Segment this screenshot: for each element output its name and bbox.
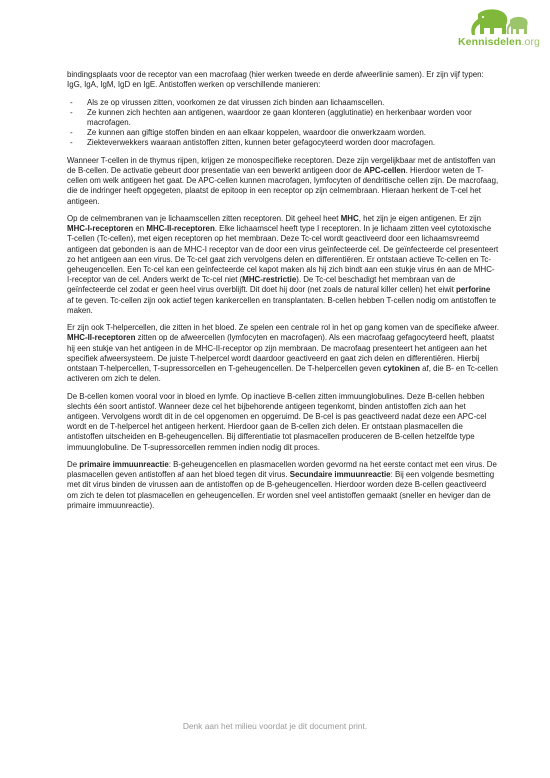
list-item: - Ziekteverwekkers waaraan antistoffen zitten, kunnen beter gefagocyteerd worden door macrofagen. <box>67 138 499 148</box>
paragraph-b-cellen: De B-cellen komen vooral voor in bloed en lymfe. Op inactieve B-cellen zitten immuunglobulines. Deze B-cellen hebben slechts één soort antistof. Wanneer deze cel het bijbehorende antigeen tegenkomt, binden antistoffen zich aan het antigeen. Vervolgens wordt dit in de cel opgenomen en opgeruimd. De B-cel is pas geactiveerd nadat deze een APC-cel wordt en de T-helpercel het antigeen herkent. Hierdoor gaan de B-cellen zich delen. Er ontstaan plasmacellen die antistoffen uitscheiden en B-geheugencellen. Bij differentiatie tot plasmacellen produceren de B-cellen hetzelfde type immuunglobuline. De T-supressorcellen remmen indien nodig dit proces. <box>67 391 487 452</box>
site-logo[interactable] <box>408 8 540 60</box>
logo-text: Kennisdelen.org <box>457 36 540 48</box>
paragraph-t-cellen: Wanneer T-cellen in de thymus rijpen, krijgen ze monospecifieke receptoren. Deze zijn vergelijkbaar met de antistoffen van de B-cellen. De activatie gebeurt door presentatie van een bewerkt antigeen door de APC-cellen. Hierdoor weten de T-cellen om welk antigeen het gaat. De APC-cellen kunnen macrofagen, lymfocyten of dendritische cellen zijn. De macrofaag, die de indringer heeft opgegeten, plaatst de epitoop in een receptor op zijn celmembraan. Hieraan herkent de T-cel het antigeen. <box>67 155 499 206</box>
list-item: - Ze kunnen zich hechten aan antigenen, waardoor ze gaan klonteren (agglutinatie) en herkenbaar worden voor macrofagen. <box>67 108 499 128</box>
page-footer: Denk aan het milieu voordat je dit document print. <box>182 721 368 731</box>
elephant-logo-icon <box>464 8 534 38</box>
paragraph-antistoffen: bindingsplaats voor de receptor van een macrofaag (hier werken tweede en derde afweerlinie samen). Er zijn vijf typen: IgG, IgA, IgM, IgD en IgE. Antistoffen werken op verschillende manieren: <box>67 70 484 90</box>
document-body <box>67 70 499 518</box>
paragraph-immuunreactie: De primaire immuunreactie: B-geheugencellen en plasmacellen worden gevormd na het eerste contact met een virus. De plasmacellen geven antistoffen af aan het bloed tegen dit virus. Secundaire immuunreactie: Bij een volgende besmetting met dit virus binden de virussen aan de antistoffen op de B-geheugencellen. Hierdoor worden deze B-cellen geactiveerd om zich te delen tot plasmacellen en geheugencellen. Er worden snel veel antistoffen gemaakt (sneller en heviger dan de primaire immuunreactie). <box>67 460 497 510</box>
list-item: - Ze kunnen aan giftige stoffen binden en aan elkaar koppelen, waardoor die onwerkzaam worden. <box>67 128 499 138</box>
paragraph-t-helpercellen: Er zijn ook T-helpercellen, die zitten in het bloed. Ze spelen een centrale rol in het op gang komen van de specifieke afweer. MHC-II-receptoren zitten op de afweercellen (lymfocyten en macrofagen). Als een macrofaag gefagocyteerd heeft, plaatst hij een stukje van het antigeen in de MHC-II-receptor op zijn membraan. De macrofaag presenteert het antigeen aan het specifiek afweersysteem. De juiste T-helpercel wordt daardoor geactiveerd en gaat zich delen en differentiëren. Hierbij ontstaan T-helpercellen, T-supressorcellen en T-geheugencellen. De T-helpercellen geven cytokinen af, die B- en Tc-cellen activeren om zich te delen. <box>67 323 499 384</box>
list-item: - Als ze op virussen zitten, voorkomen ze dat virussen zich binden aan lichaamscellen. <box>67 98 499 108</box>
antistoffen-werking-list <box>67 98 499 149</box>
paragraph-mhc: Op de celmembranen van je lichaamscellen zitten receptoren. Dit geheel heet MHC, het zijn je eigen antigenen. Er zijn MHC-I-receptoren en MHC-II-receptoren. Elke lichaamscel heeft type I receptoren. In je lichaam zitten veel cytotoxische T-cellen (Tc-cellen), met eigen receptoren op het membraan. Deze Tc-cel wordt geactiveerd door een lichaamsvreemd antigeen dat gebonden is aan de MHC-I receptor van de door een virus geïnfecteerde cel. De geïnfecteerde cel presenteert zo het antigeen aan een virus. De Tc-cel gaat zich vervolgens delen en differentiëren. Er ontstaan actieve Tc-cellen en Tc-geheugencellen. Een Tc-cel kan een geïnfecteerde cel kapot maken als hij zich bindt aan een stukje virus én aan de MHC-I-receptor van de cel. Anders werkt de Tc-cel niet (MHC-restrictie). De Tc-cel beschadigt het membraan van de geïnfecteerde cel zodat er geen heel virus overblijft. Dit doet hij door (net zoals de natural killer cellen) het eiwit perforine af te geven. Tc-cellen zijn ook actief tegen kankercellen en transplantaten. B-cellen hebben T-cellen nodig om antistoffen te maken. <box>67 214 499 315</box>
